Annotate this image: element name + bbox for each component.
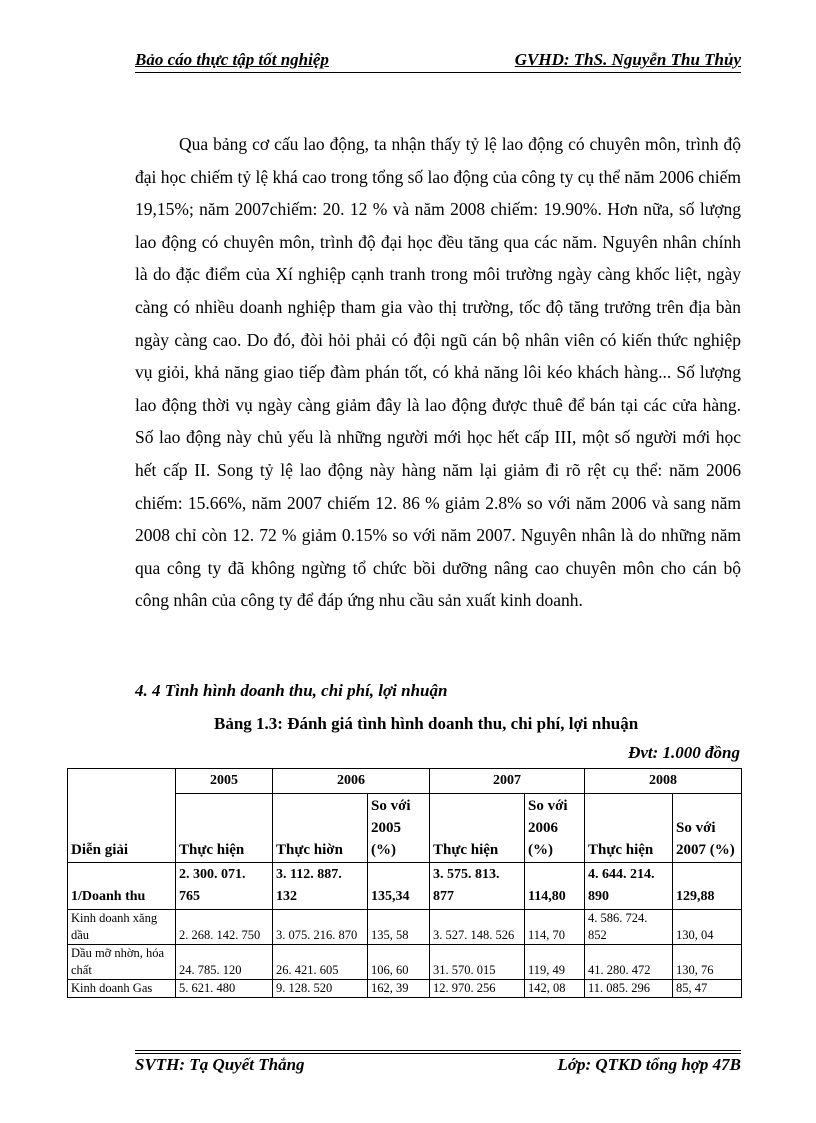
year-header-2006: 2006	[273, 769, 430, 794]
table-cell: 3. 575. 813. 877	[430, 863, 525, 910]
table-cell: Kinh doanh Gas	[68, 980, 176, 998]
table-cell: Kinh doanh xăng dầu	[68, 910, 176, 945]
table-cell: 2. 300. 071. 765	[176, 863, 273, 910]
table-cell: Dầu mỡ nhờn, hóa chất	[68, 945, 176, 980]
revenue-table	[67, 768, 742, 998]
table-cell: 114,80	[525, 863, 585, 910]
page-footer	[135, 1055, 741, 1077]
table-year-row	[68, 769, 742, 794]
table-caption: Bảng 1.3: Đánh giá tình hình doanh thu, chi phí, lợi nhuận	[214, 714, 639, 733]
table-cell: 106, 60	[368, 945, 430, 980]
table-cell: 2. 268. 142. 750	[176, 910, 273, 945]
table-cell: 129,88	[673, 863, 742, 910]
table-cell: 130, 04	[673, 910, 742, 945]
table-row	[68, 945, 742, 980]
table-cell: 142, 08	[525, 980, 585, 998]
subheader-cell: Thực hiện	[430, 794, 525, 863]
unit-label: Đvt: 1.000 đồng	[628, 743, 740, 762]
table-row	[68, 910, 742, 945]
year-header-2005: 2005	[176, 769, 273, 794]
subheader-cell: Thực hiện	[176, 794, 273, 863]
table-cell: 9. 128. 520	[273, 980, 368, 998]
subheader-cell: So với 2007 (%)	[673, 794, 742, 863]
table-row	[68, 980, 742, 998]
table-cell: 130, 76	[673, 945, 742, 980]
table-cell: 41. 280. 472	[585, 945, 673, 980]
table-cell: 4. 586. 724. 852	[585, 910, 673, 945]
table-cell: 135,34	[368, 863, 430, 910]
table-cell: 24. 785. 120	[176, 945, 273, 980]
page-header	[135, 50, 741, 72]
table-cell: 26. 421. 605	[273, 945, 368, 980]
table-row	[68, 863, 742, 910]
footer-divider	[135, 1053, 741, 1054]
table-cell: 162, 39	[368, 980, 430, 998]
table-cell: 12. 970. 256	[430, 980, 525, 998]
table-cell: 5. 621. 480	[176, 980, 273, 998]
body-paragraph: Qua bảng cơ cấu lao động, ta nhận thấy tỷ lệ lao động có chuyên môn, trình độ đại học chiếm tỷ lệ khá cao trong tổng số lao động của công ty cụ thể năm 2006 chiếm 19,15%; năm 2007chiếm: 20. 12 % và năm 2008 chiếm: 19.90%. Hơn nữa, số lượng lao động có chuyên môn, trình độ đại học đều tăng qua các năm. Nguyên nhân chính là do đặc điểm của Xí nghiệp cạnh tranh trong môi trường ngày càng khốc liệt, ngày càng có nhiều doanh nghiệp tham gia vào thị trường, tốc độ tăng trưởng trên địa bàn ngày càng cao. Do đó, đòi hỏi phải có đội ngũ cán bộ nhân viên có kiến thức nghiệp vụ giỏi, khả năng giao tiếp đàm phán tốt, có khả năng lôi kéo khách hàng... Số lượng lao động thời vụ ngày càng giảm đây là lao động được thuê để bán tại các cửa hàng. Số lao động này chủ yếu là những người mới học hết cấp III, một số người mới học hết cấp II. Song tỷ lệ lao động này hàng năm lại giảm đi rõ rệt cụ thể: năm 2006 chiếm: 15.66%, năm 2007 chiếm 12. 86 % giảm 2.8% so với năm 2006 và sang năm 2008 chỉ còn 12. 72 % giảm 0.15% so với năm 2007. Nguyên nhân là do những năm qua công ty đã không ngừng tổ chức bồi dưỡng nâng cao chuyên môn cho cán bộ công nhân của công ty để đáp ứng nhu cầu sản xuất kinh doanh.	[135, 134, 742, 611]
table-cell: 3. 112. 887. 132	[273, 863, 368, 910]
header-report-title: Bảo cáo thực tập tốt nghiệp	[135, 50, 329, 69]
section-title: 4. 4 Tình hình doanh thu, chi phí, lợi nhuận	[135, 681, 448, 700]
subheader-cell: Thực hiện	[585, 794, 673, 863]
table-cell: 3. 527. 148. 526	[430, 910, 525, 945]
footer-class: Lớp: QTKD tổng hợp 47B	[557, 1055, 741, 1074]
subheader-cell: Thực hiờn	[273, 794, 368, 863]
table-cell: 4. 644. 214. 890	[585, 863, 673, 910]
footer-student: SVTH: Tạ Quyết Thắng	[135, 1055, 305, 1074]
table-cell: 1/Doanh thu	[68, 863, 176, 910]
header-divider	[135, 72, 741, 73]
table-cell: 135, 58	[368, 910, 430, 945]
table-cell: 3. 075. 216. 870	[273, 910, 368, 945]
year-header-2007: 2007	[430, 769, 585, 794]
subheader-cell: So với 2005 (%)	[368, 794, 430, 863]
subheader-cell: So với 2006 (%)	[525, 794, 585, 863]
table-cell: 31. 570. 015	[430, 945, 525, 980]
row-header-cell: Diễn giải	[68, 769, 176, 863]
table-cell: 119, 49	[525, 945, 585, 980]
table-cell: 85, 47	[673, 980, 742, 998]
header-supervisor: GVHD: ThS. Nguyễn Thu Thủy	[514, 50, 741, 69]
table-cell: 11. 085. 296	[585, 980, 673, 998]
footer-divider	[135, 1050, 741, 1051]
table-cell: 114, 70	[525, 910, 585, 945]
year-header-2008: 2008	[585, 769, 742, 794]
